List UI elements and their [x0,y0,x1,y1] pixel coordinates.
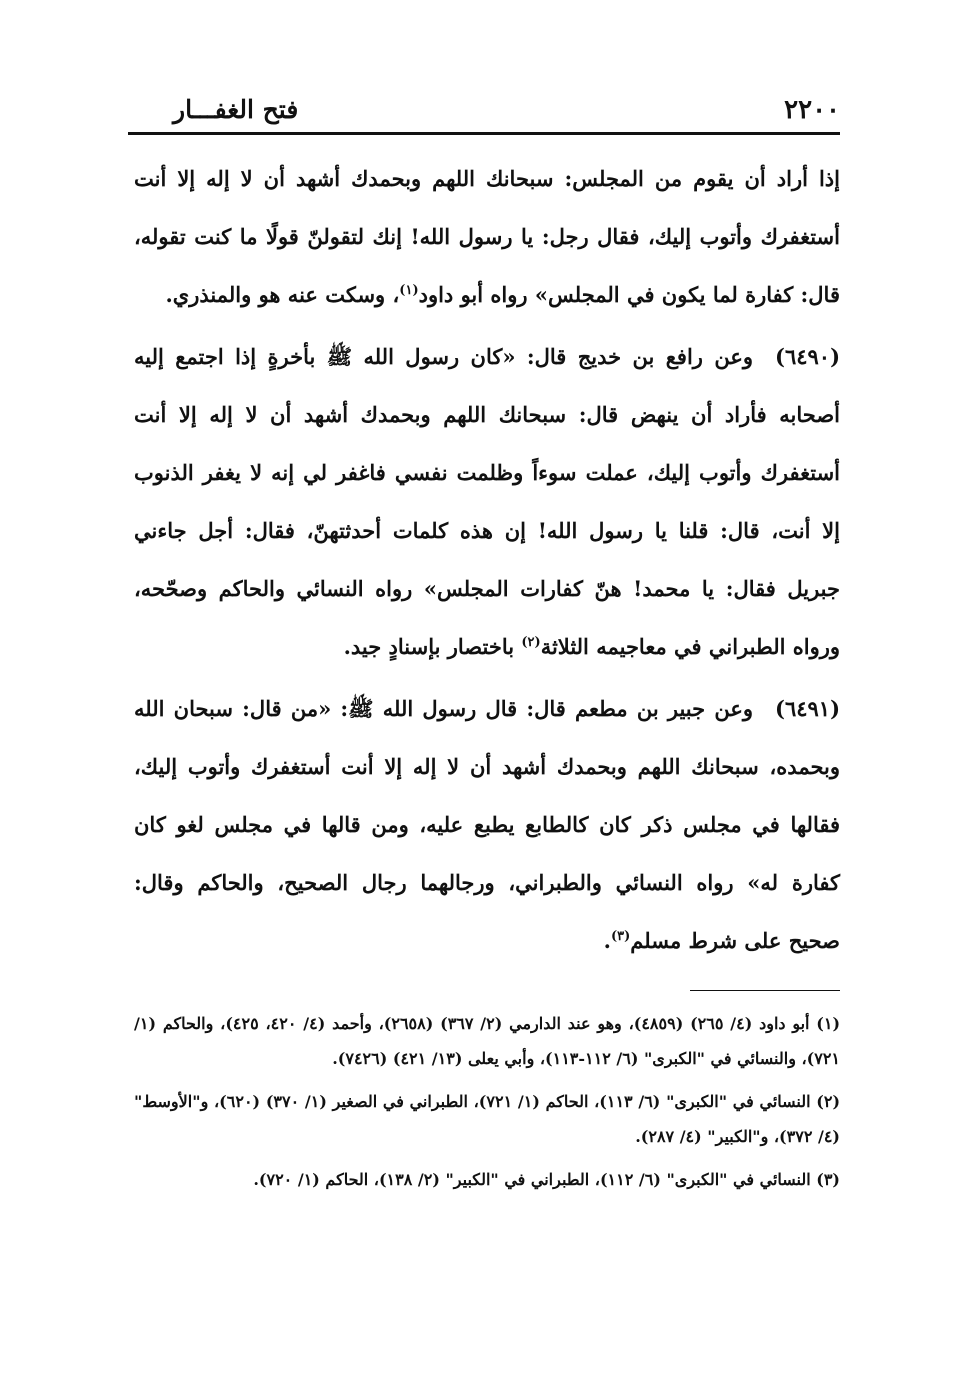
paragraph-1 [134,150,840,324]
footnote-ref-1: (١) [399,283,419,298]
paragraph-2-text: وعن رافع بن خديج قال: «كان رسول الله ﷺ بأخرةٍ إذا اجتمع إليه أصحابه فأراد أن ينهض قال: سبحانك اللهم وبحمدك أشهد أن لا إله إلا أنت أستغفرك وأتوب إليك، عملت سوءاً وظلمت نفسي فاغفر لي إنه لا يغفر الذنوب إلا أنت، قال: قلنا يا رسول الله! إن هذه كلمات أحدثتهنّ، فقال: أجل جاءني جبريل فقال: يا محمد! هنّ كفارات المجلس» رواه النسائي والحاكم وصحّحه، ورواه الطبراني في معاجيمه الثلاثة [134,344,840,659]
footnote-1: (١) أبو داود (٤/ ٢٦٥) (٤٨٥٩)، وهو عند الدارمي (٢/ ٣٦٧) (٢٦٥٨)، وأحمد (٤/ ٤٢٠، ٤٢٥)، والحاكم (١/ ٧٢١)، والنسائي في "الكبرى" (٦/ ١١٢-١١٣)، وأبي يعلى (١٣/ ٤٢١) (٧٤٢٦). [134,1014,841,1068]
paragraph-3-text: وعن جبير بن مطعم قال: قال رسول الله ﷺ: «من قال: سبحان الله وبحمده، سبحانك اللهم وبحمدك أشهد أن لا إله إلا أنت أستغفرك وأتوب إليك، فقالها في مجلس ذكر كان كالطابع يطبع عليه، ومن قالها في مجلس لغو كان كفارة له» رواه النسائي والطبراني، ورجالهما رجال الصحيح، والحاكم وقال: صحيح على شرط مسلم [134,696,840,953]
hadith-number-6490: (٦٤٩٠) [775,344,840,369]
footnote-3: (٣) النسائي في "الكبرى" (٦/ ١١٢)، الطبراني في "الكبير" (٢/ ١٣٨)، الحاكم (١/ ٧٢٠). [253,1170,840,1189]
paragraph-2-end: باختصار بإسنادٍ جيد. [343,634,522,659]
footnote-2: (٢) النسائي في "الكبرى" (٦/ ١١٣)، الحاكم (١/ ٧٢١)، الطبراني في الصغير (١/ ٣٧٠) (٦٢٠)، و"الأوسط" (٤/ ٣٧٢)، و"الكبير" (٤/ ٢٨٧). [134,1092,841,1146]
footnote-separator [690,990,840,991]
paragraph-3-end: . [603,928,611,953]
page-header [128,92,840,128]
book-title: فتح الغفـــار [173,95,299,124]
footnote-ref-3: (٣) [610,929,631,944]
main-text [134,150,840,970]
paragraph-2 [134,328,840,676]
footnotes [134,1006,840,1205]
footnote-ref-2: (٢) [521,635,541,650]
paragraph-1-end: ، وسكت عنه هو والمنذري. [165,282,400,307]
paragraph-3 [134,680,840,970]
hadith-number-6491: (٦٤٩١) [775,696,840,721]
page-number: ٢٢٠٠ [784,95,840,125]
header-rule [128,132,840,135]
paragraph-1-text: إذا أراد أن يقوم من المجلس: سبحانك اللهم وبحمدك أشهد أن لا إله إلا أنت أستغفرك وأتوب إليك، فقال رجل: يا رسول الله! إنك لتقولنّ قولًا ما كنت تقوله، قال: كفارة لما يكون في المجلس» رواه أبو داود [134,166,840,307]
